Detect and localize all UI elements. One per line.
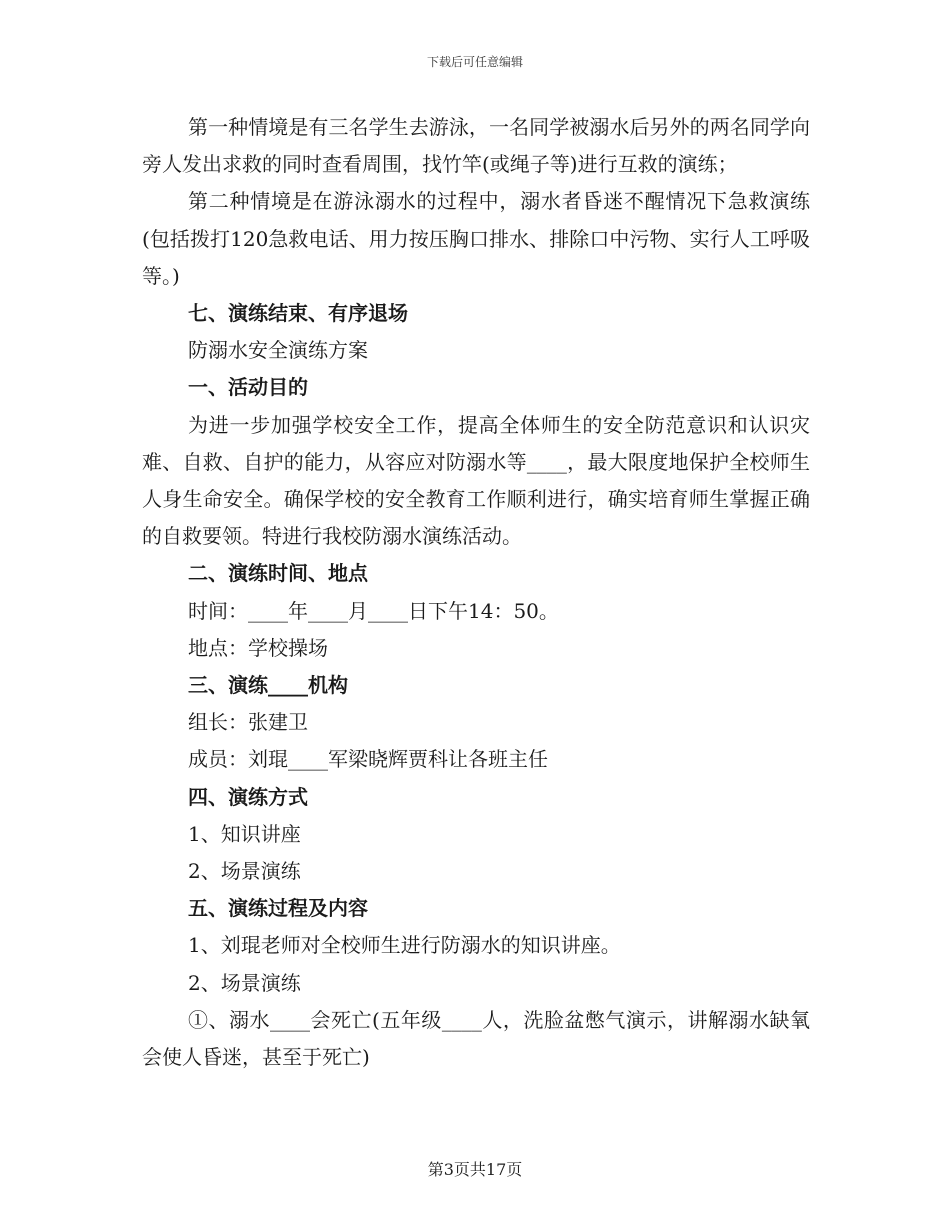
document-body: [142, 109, 810, 1076]
page-footer: 第3页共17页: [427, 1160, 523, 1179]
section-heading: 七、演练结束、有序退场: [188, 301, 408, 326]
list-item: 1、刘琨老师对全校师生进行防溺水的知识讲座。: [188, 933, 621, 958]
paragraph: 成员：刘琨____军梁晓辉贾科让各班主任: [188, 747, 548, 772]
page-header: 下载后可任意编辑: [426, 55, 523, 69]
section-heading: 五、演练过程及内容: [188, 896, 368, 921]
section-heading: 一、活动目的: [188, 375, 308, 400]
paragraph: ①、溺水____会死亡(五年级____人，洗脸盆憋气演示，讲解溺水缺氧会使人昏迷，甚至于死亡): [142, 1007, 810, 1070]
paragraph: 为进一步加强学校安全工作，提高全体师生的安全防范意识和认识灾难、自救、自护的能力，从容应对防溺水等____，最大限度地保护全校师生人身生命安全。确保学校的安全教育工作顺利进行，确实培育师生掌握正确的自救要领。特进行我校防溺水演练活动。: [142, 412, 810, 549]
paragraph: 第二种情境是在游泳溺水的过程中，溺水者昏迷不醒情况下急救演练(包括拨打120急救电话、用力按压胸口排水、排除口中污物、实行人工呼吸等。): [142, 189, 810, 288]
paragraph: 防溺水安全演练方案: [188, 338, 368, 363]
list-item: 1、知识讲座: [188, 821, 301, 846]
paragraph: 组长：张建卫: [188, 710, 308, 735]
paragraph: 时间：____年____月____日下午14：50。: [188, 598, 559, 623]
list-item: 2、场景演练: [188, 859, 301, 884]
paragraph: 第一种情境是有三名学生去游泳，一名同学被溺水后另外的两名同学向旁人发出求救的同时查看周围，找竹竿(或绳子等)进行互救的演练；: [142, 115, 810, 177]
section-heading: 二、演练时间、地点: [188, 561, 368, 586]
paragraph: 地点：学校操场: [188, 635, 328, 660]
section-heading: 四、演练方式: [188, 784, 308, 809]
section-heading: 三、演练____机构: [188, 673, 348, 698]
list-item: 2、场景演练: [188, 970, 301, 995]
